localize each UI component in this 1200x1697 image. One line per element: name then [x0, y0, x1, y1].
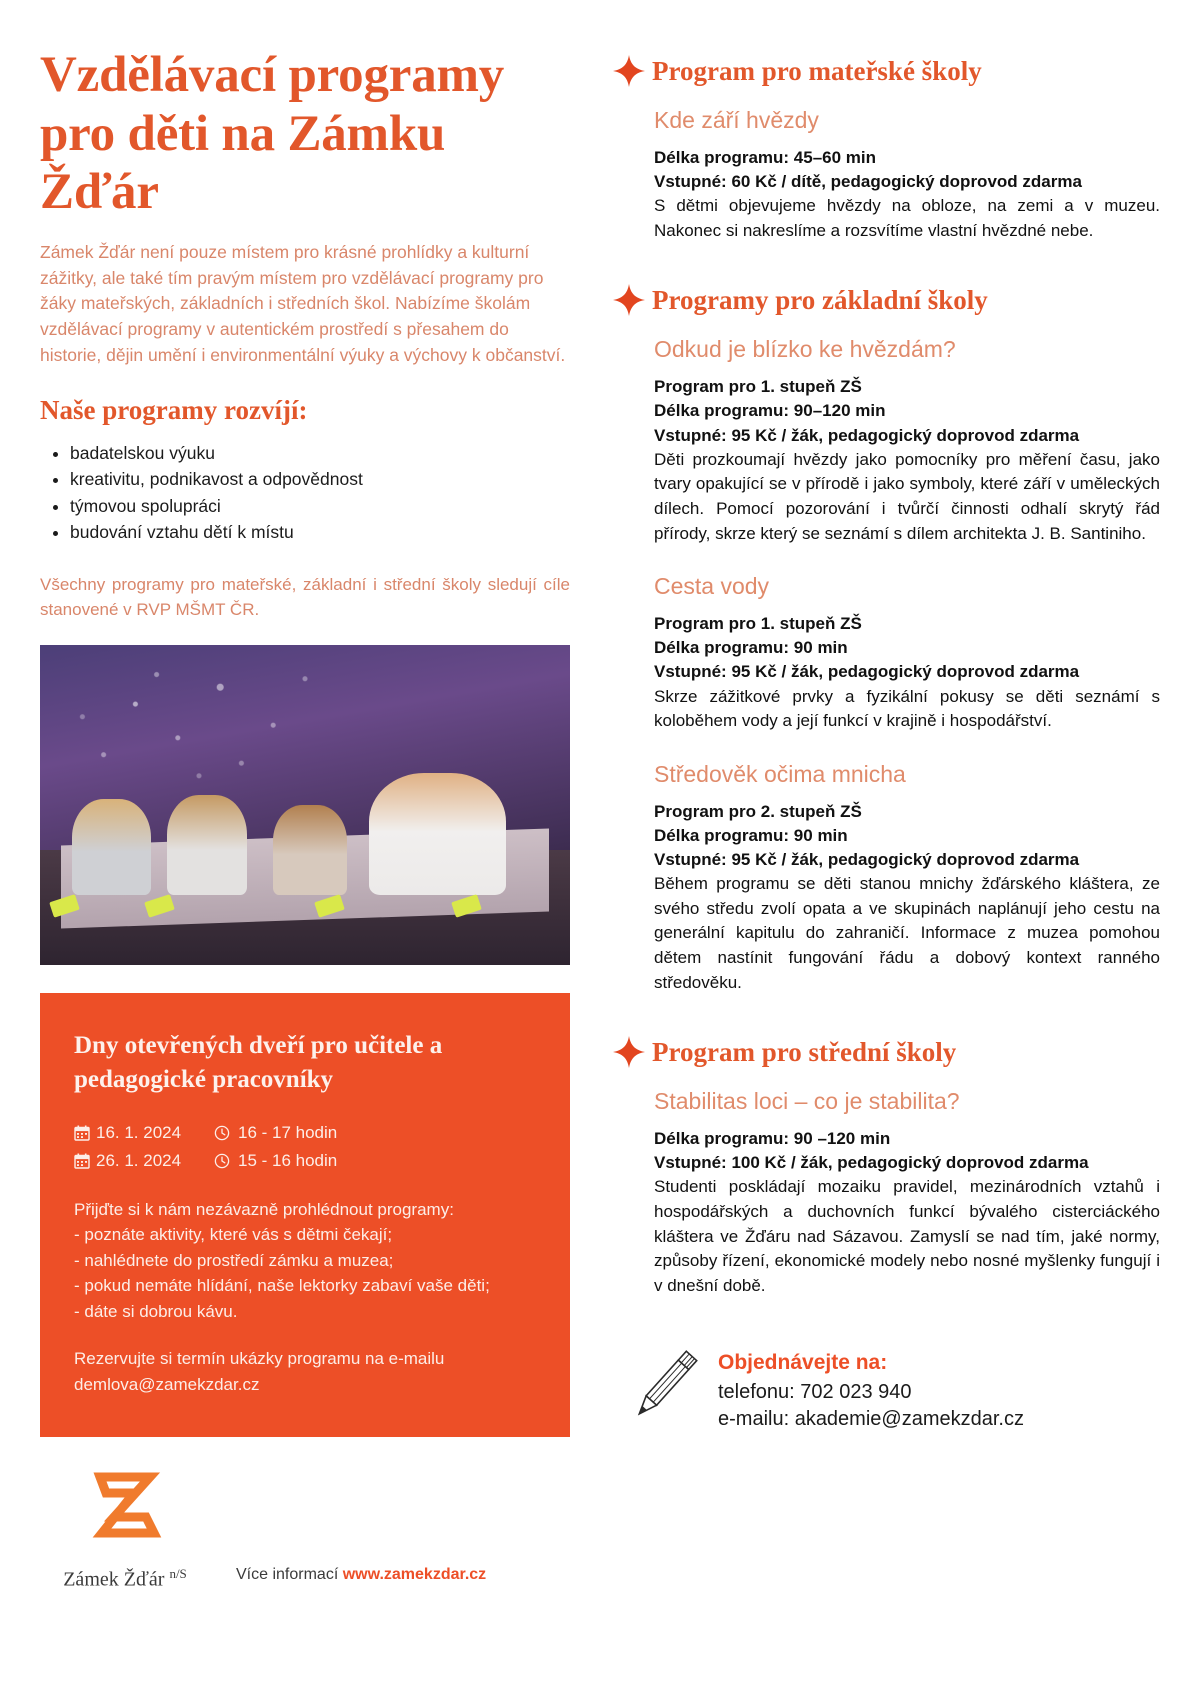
- program-meta: Vstupné: 95 Kč / žák, pedagogický doprovod zdarma: [654, 425, 1080, 445]
- calendar-icon: [74, 1153, 96, 1169]
- logo-caption: Zámek Žďár $^{n/S}$: [63, 1566, 187, 1592]
- website-link[interactable]: www.zamekzdar.cz: [342, 1566, 487, 1584]
- open-days-date-row: [74, 1147, 536, 1175]
- section-body: [612, 106, 1160, 243]
- section-header: [612, 283, 1160, 317]
- section-title: Program pro střední školy: [652, 1036, 957, 1067]
- program-description: Během programu se děti stanou mnichy žďárského kláštera, ze svého středu zvolí opata a ve skupinách naplánují jeho cestu na generální kapitulu do zahraničí. Informace z muzea pomohou dětem nastínit fungování řádu a dobový kontext ranného středověku.: [654, 874, 1160, 992]
- four-point-star-icon: [612, 283, 646, 317]
- open-days-date: 16. 1. 2024: [96, 1122, 182, 1142]
- program-name: Středověk očima mnicha: [654, 760, 906, 787]
- zamek-zdar-z-logo-icon: [84, 1546, 166, 1563]
- section-title: Program pro mateřské školy: [652, 55, 982, 86]
- open-days-point: - pokud nemáte hlídání, naše lektorky zabaví vaše děti;: [74, 1276, 490, 1296]
- photo-child: [273, 805, 347, 895]
- left-column: [40, 46, 570, 1697]
- right-column: [570, 46, 1160, 1697]
- list-item: • týmovou spolupráci: [70, 493, 570, 520]
- program-meta: Program pro 1. stupeň ZŠ: [654, 614, 862, 634]
- program-meta: Program pro 1. stupeň ZŠ: [654, 377, 862, 397]
- open-days-date: 26. 1. 2024: [96, 1150, 182, 1170]
- more-info: [210, 1566, 486, 1592]
- photo-child: [369, 773, 507, 895]
- develop-list: [40, 440, 570, 546]
- contact-text: [718, 1339, 1024, 1433]
- program-item: [654, 335, 1160, 546]
- reservation-line: Rezervujte si termín ukázky programu na e-mailu: [74, 1349, 445, 1369]
- intro-paragraph: Zámek Žďár není pouze místem pro krásné prohlídky a kulturní zážitky, ale také tím pravým místem pro vzdělávací programy pro žáky mateřských, základních i středních škol. Nabízíme školám vzdělávací programy v autentickém prostředí s přesahem do historie, dějin umění i environmentální výuky a výchovy k občanství.: [40, 241, 566, 365]
- section-body: [612, 1087, 1160, 1298]
- open-days-date-row: [74, 1119, 536, 1147]
- open-days-point: - dáte si dobrou kávu.: [74, 1301, 238, 1321]
- program-meta: Délka programu: 90 min: [654, 638, 848, 658]
- program-meta: Délka programu: 90 –120 min: [654, 1129, 891, 1149]
- program-name: Cesta vody: [654, 573, 770, 600]
- develop-heading: Naše programy rozvíjí:: [40, 394, 308, 425]
- section-materske-skoly: [612, 54, 1160, 243]
- section-title: Programy pro základní školy: [652, 284, 988, 315]
- program-name: Kde září hvězdy: [654, 107, 819, 133]
- program-item: [654, 1087, 1160, 1298]
- program-meta: Vstupné: 95 Kč / žák, pedagogický doprovod zdarma: [654, 849, 1080, 869]
- reservation-email[interactable]: demlova@zamekzdar.cz: [74, 1374, 260, 1394]
- clock-icon: [214, 1153, 238, 1169]
- logo-caption-sup: n/S: [169, 1566, 187, 1582]
- program-meta: Vstupné: 95 Kč / žák, pedagogický doprovod zdarma: [654, 662, 1080, 682]
- open-days-box: [40, 993, 570, 1438]
- list-item: • kreativitu, podnikavost a odpovědnost: [70, 466, 570, 493]
- program-item: [654, 106, 1160, 243]
- page-title: Vzdělávací programy pro děti na Zámku Žďár: [40, 47, 505, 221]
- open-days-title: Dny otevřených dveří pro učitele a pedagogické pracovníky: [74, 1031, 443, 1093]
- open-days-time: 15 - 16 hodin: [238, 1150, 338, 1170]
- contact-block: [612, 1339, 1160, 1433]
- program-description: S dětmi objevujeme hvězdy na obloze, na zemi a v muzeu. Nakonec si nakreslíme a rozsvítíme vlastní hvězdné nebe.: [654, 196, 1160, 240]
- section-body: [612, 335, 1160, 995]
- pencil-icon: [618, 1339, 710, 1431]
- clock-icon: [214, 1125, 238, 1141]
- section-stredni-skoly: [612, 1035, 1160, 1298]
- rvp-note: Všechny programy pro mateřské, základní i střední školy sledují cíle stanovené v RVP MŠMT ČR.: [40, 574, 570, 620]
- open-days-reservation: [74, 1346, 536, 1397]
- section-zakladni-skoly: [612, 283, 1160, 995]
- program-name: Stabilitas loci – co je stabilita?: [654, 1088, 960, 1115]
- program-item: [654, 760, 1160, 995]
- program-meta: Vstupné: 60 Kč / dítě, pedagogický doprovod zdarma: [654, 172, 1082, 192]
- list-item: • badatelskou výuku: [70, 440, 570, 467]
- program-meta: Délka programu: 90 min: [654, 825, 848, 845]
- list-item: • budování vztahu dětí k místu: [70, 519, 570, 546]
- program-description: Děti prozkoumají hvězdy jako pomocníky pro měření času, jako tvary opakující se v přírodě i jako symboly, které září v uměleckých dílech. Pomocí pozorování i tvůrčí činnosti odhalí skrytý řád přírody, skrze který se seznámí s dílem architekta J. B. Santiniho.: [654, 449, 1160, 543]
- contact-title: Objednávejte na:: [718, 1350, 888, 1374]
- section-header: [612, 1035, 1160, 1069]
- open-days-point: - poznáte aktivity, které vás s dětmi čekají;: [74, 1225, 393, 1245]
- calendar-icon: [74, 1125, 96, 1141]
- program-description: Skrze zážitkové prvky a fyzikální pokusy se děti seznámí s koloběhem vody a její funkcí v krajině i hospodářství.: [654, 686, 1160, 731]
- program-meta: Délka programu: 45–60 min: [654, 147, 877, 167]
- program-meta: Program pro 2. stupeň ZŠ: [654, 801, 862, 821]
- four-point-star-icon: [612, 54, 646, 88]
- open-days-point: - nahlédnete do prostředí zámku a muzea;: [74, 1250, 394, 1270]
- program-item: [654, 572, 1160, 734]
- section-header: [612, 54, 1160, 88]
- four-point-star-icon: [612, 1035, 646, 1069]
- open-days-benefits: [74, 1197, 536, 1325]
- program-meta: Vstupné: 100 Kč / žák, pedagogický doprovod zdarma: [654, 1153, 1089, 1173]
- photo-child: [72, 799, 152, 895]
- more-info-label: Více informací: [236, 1566, 343, 1584]
- open-days-time: 16 - 17 hodin: [238, 1122, 338, 1142]
- contact-phone[interactable]: telefonu: 702 023 940: [718, 1380, 912, 1403]
- open-days-dates: [74, 1119, 536, 1175]
- footer-left: [40, 1471, 570, 1592]
- photo-child: [167, 795, 247, 894]
- program-description: Studenti poskládají mozaiku pravidel, mezinárodních vztahů i hospodářských a duchovních funkcí bývalého cisterciáckého kláštera ve Žďáru nad Sázavou. Zamyslí se nad tím, jaké normy, způsoby řízení, ekonomické modely nebo nosné myšlenky fungují i v dnešní době.: [654, 1177, 1160, 1295]
- program-meta: Délka programu: 90–120 min: [654, 401, 886, 421]
- contact-email[interactable]: e-mailu: akademie@zamekzdar.cz: [718, 1407, 1024, 1430]
- open-days-lead: Přijďte si k nám nezávazně prohlédnout programy:: [74, 1199, 454, 1219]
- classroom-photo: [40, 645, 570, 965]
- logo-block: [40, 1471, 210, 1592]
- program-name: Odkud je blízko ke hvězdám?: [654, 336, 956, 363]
